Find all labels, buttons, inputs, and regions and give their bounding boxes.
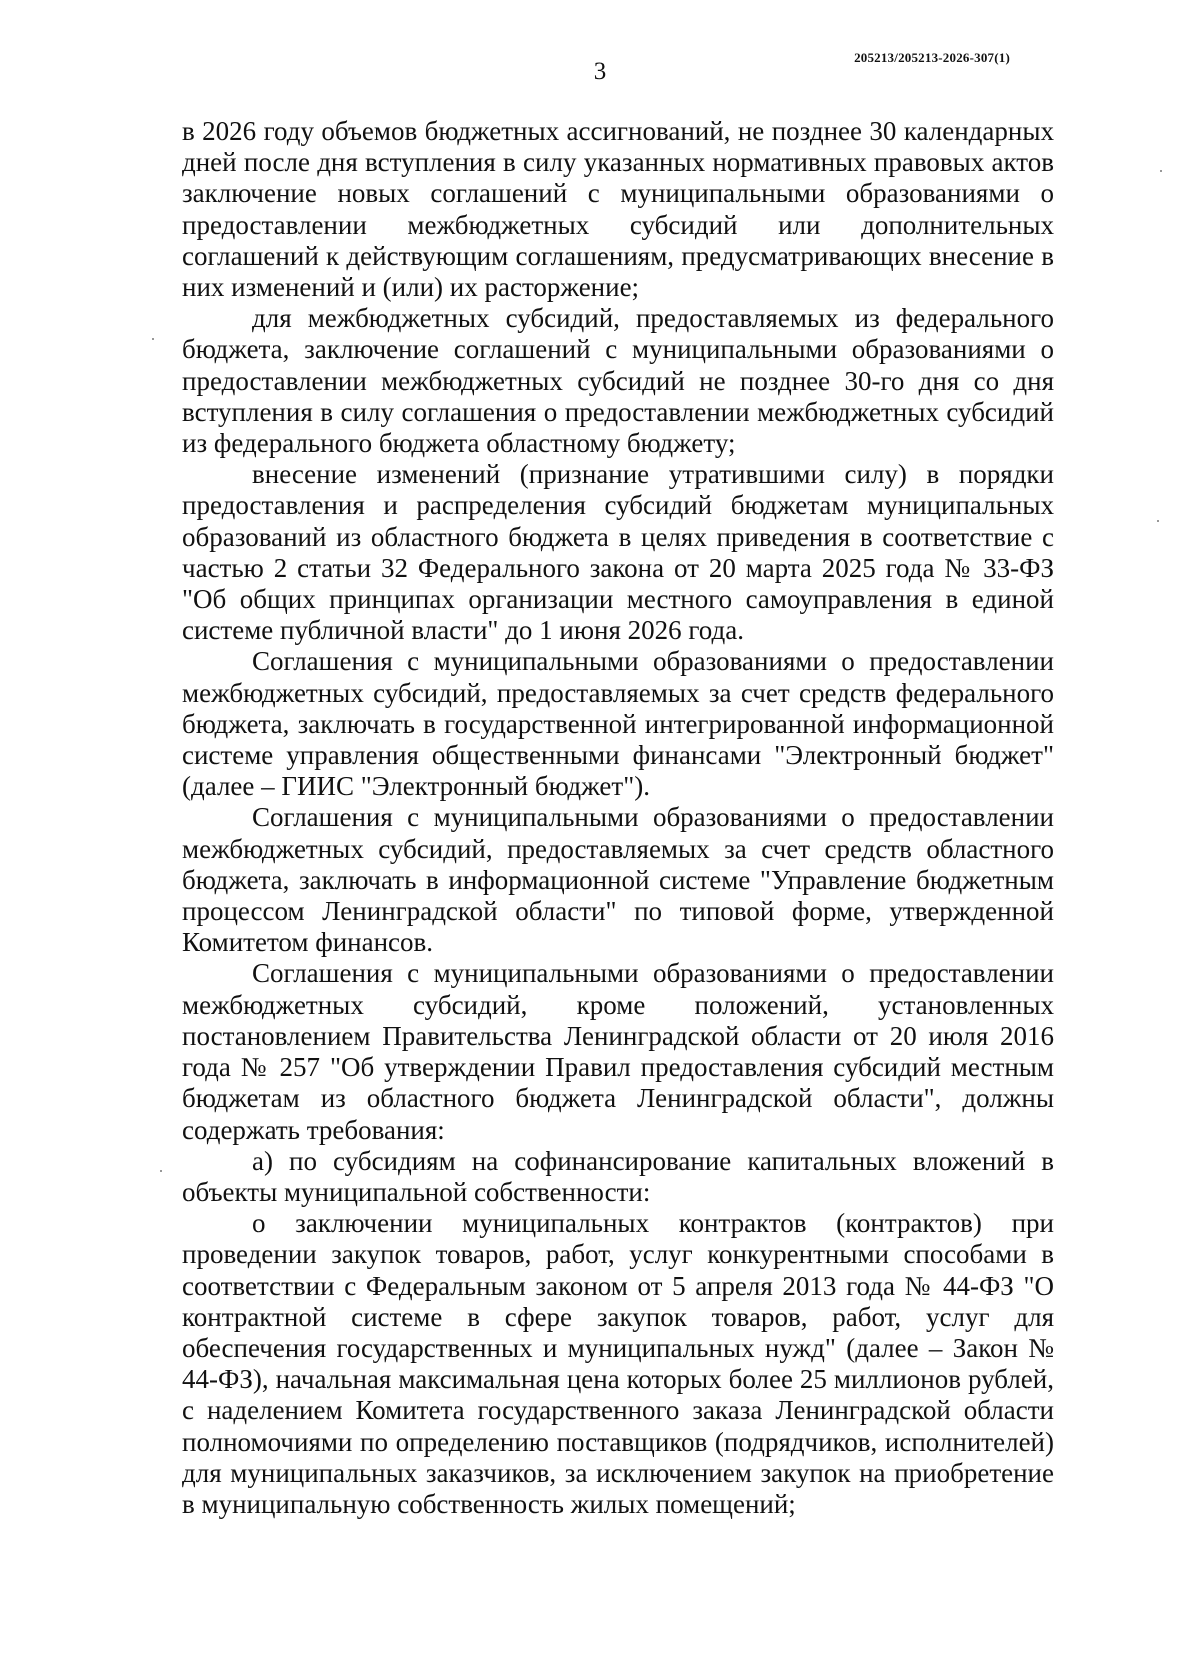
page-number: 3 — [593, 58, 607, 85]
scan-speck — [1157, 520, 1159, 522]
scan-speck — [152, 338, 154, 340]
paragraph: внесение изменений (признание утратившими силу) в порядки предоставления и распределения субсидий бюджетам муниципальных образований из областного бюджета в целях приведения в соответствие с частью 2 статьи 32 Федерального закона от 20 марта 2025 года № 33-ФЗ "Об общих принципах организации местного самоуправления в единой системе публичной власти" до 1 июня 2026 года. — [182, 459, 1054, 646]
document-id: 205213/205213-2026-307(1) — [854, 50, 1010, 65]
document-body — [182, 116, 1054, 1520]
paragraph: а) по субсидиям на софинансирование капитальных вложений в объекты муниципальной собственности: — [182, 1145, 1054, 1207]
paragraph: о заключении муниципальных контрактов (контрактов) при проведении закупок товаров, работ, услуг конкурентными способами в соответствии с Федеральным законом от 5 апреля 2013 года № 44-ФЗ "О контрактной системе в сфере закупок товаров, работ, услуг для обеспечения государственных и муниципальных нужд" (далее – Закон № 44-ФЗ), начальная максимальная цена которых более 25 миллионов рублей, с наделением Комитета государственного заказа Ленинградской области полномочиями по определению поставщиков (подрядчиков, исполнителей) для муниципальных заказчиков, за исключением закупок на приобретение в муниципальную собственность жилых помещений; — [182, 1208, 1054, 1519]
paragraph: в 2026 году объемов бюджетных ассигнований, не позднее 30 календарных дней после дня вступления в силу указанных нормативных правовых актов заключение новых соглашений с муниципальными образованиями о предоставлении межбюджетных субсидий или дополнительных соглашений к действующим соглашениям, предусматривающих внесение в них изменений и (или) их расторжение; — [182, 116, 1054, 303]
paragraph: Соглашения с муниципальными образованиями о предоставлении межбюджетных субсидий, предоставляемых за счет средств областного бюджета, заключать в информационной системе "Управление бюджетным процессом Ленинградской области" по типовой форме, утвержденной Комитетом финансов. — [182, 802, 1054, 958]
scan-speck — [1160, 170, 1162, 172]
paragraph: для межбюджетных субсидий, предоставляемых из федерального бюджета, заключение соглашений с муниципальными образованиями о предоставлении межбюджетных субсидий не позднее 30-го дня со дня вступления в силу соглашения о предоставлении межбюджетных субсидий из федерального бюджета областному бюджету; — [182, 303, 1054, 459]
scan-speck — [160, 1170, 162, 1172]
paragraph: Соглашения с муниципальными образованиями о предоставлении межбюджетных субсидий, кроме положений, установленных постановлением Правительства Ленинградской области от 20 июля 2016 года № 257 "Об утверждении Правил предоставления субсидий местным бюджетам из областного бюджета Ленинградской области", должны содержать требования: — [182, 958, 1054, 1145]
paragraph: Соглашения с муниципальными образованиями о предоставлении межбюджетных субсидий, предоставляемых за счет средств федерального бюджета, заключать в государственной интегрированной информационной системе управления общественными финансами "Электронный бюджет" (далее – ГИИС "Электронный бюджет"). — [182, 646, 1054, 802]
